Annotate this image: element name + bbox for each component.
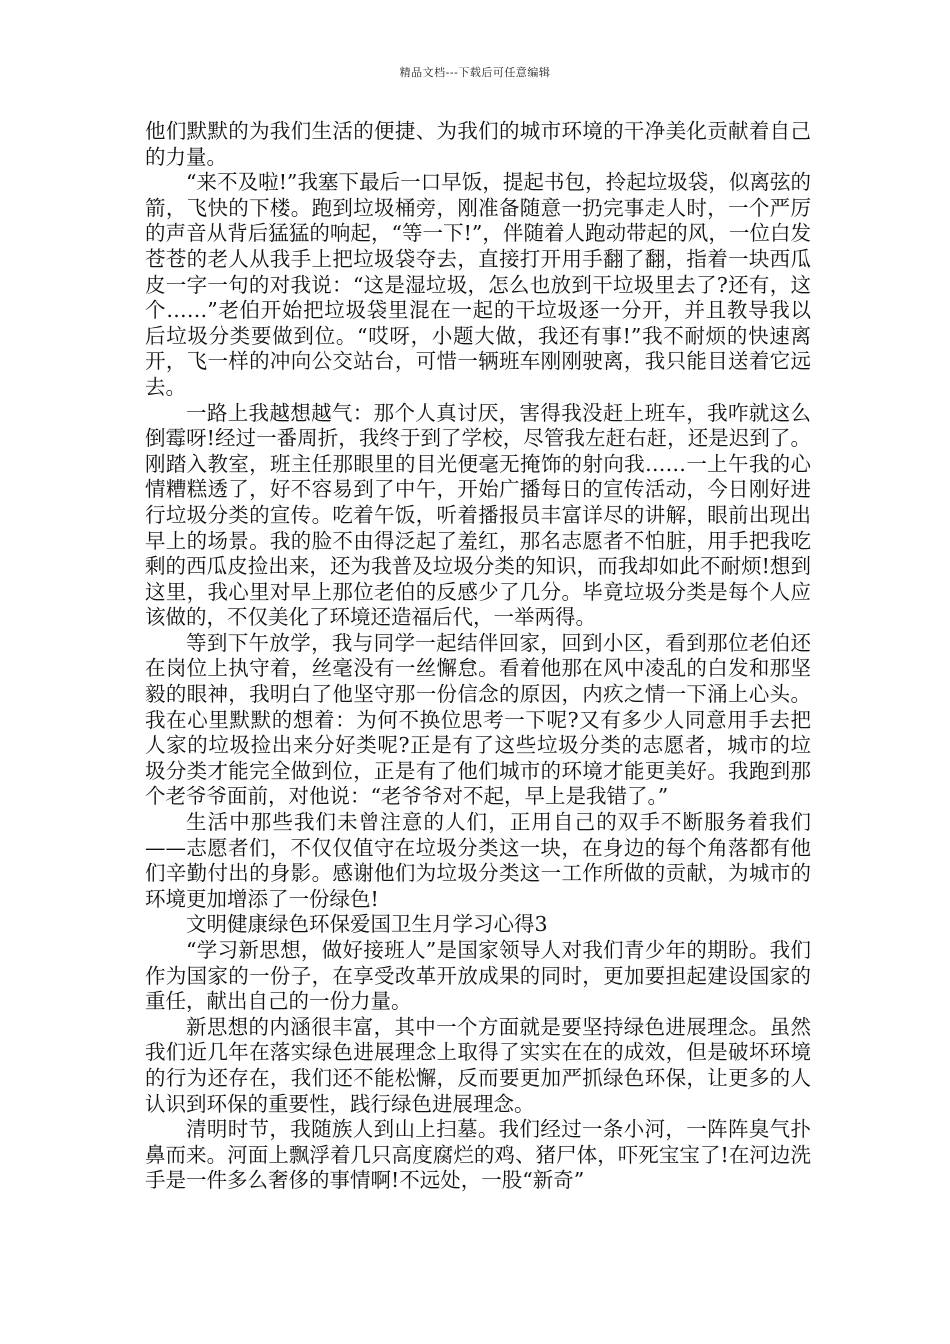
paragraph: 生活中那些我们未曾注意的人们，正用自己的双手不断服务着我们——志愿者们，不仅仅值守在垃圾分类这一块，在身边的每个角落都有他们辛勤付出的身影。感谢他们为垃圾分类这一工作所做的贡献，为城市的环境更加增添了一份绿色! bbox=[145, 810, 811, 911]
paragraph: 等到下午放学，我与同学一起结伴回家，回到小区，看到那位老伯还在岗位上执守着，丝毫没有一丝懈怠。看着他那在风中凌乱的白发和那坚毅的眼神，我明白了他坚守那一份信念的原因，内疚之情一下涌上心头。我在心里默默的想着：为何不换位思考一下呢?又有多少人同意用手去把人家的垃圾捡出来分好类呢?正是有了这些垃圾分类的志愿者，城市的垃圾分类才能完全做到位，正是有了他们城市的环境才能更美好。我跑到那个老爷爷面前，对他说：“老爷爷对不起，早上是我错了。” bbox=[145, 630, 811, 809]
paragraph: 一路上我越想越气：那个人真讨厌，害得我没赶上班车，我咋就这么倒霉呀!经过一番周折，我终于到了学校，尽管我左赶右赶，还是迟到了。刚踏入教室，班主任那眼里的目光便毫无掩饰的射向我……一上午我的心情糟糕透了，好不容易到了中午，开始广播每日的宣传活动，今日刚好进行垃圾分类的宣传。吃着午饭，听着播报员丰富详尽的讲解，眼前出现出早上的场景。我的脸不由得泛起了羞红，那名志愿者不怕脏，用手把我吃剩的西瓜皮捡出来，还为我普及垃圾分类的知识，而我却如此不耐烦!想到这里，我心里对早上那位老伯的反感少了几分。毕竟垃圾分类是每个人应该做的，不仅美化了环境还造福后代，一举两得。 bbox=[145, 400, 811, 630]
paragraph: 新思想的内涵很丰富，其中一个方面就是要坚持绿色进展理念。虽然我们近几年在落实绿色进展理念上取得了实实在在的成效，但是破坏环境的行为还存在，我们还不能松懈，反而要更加严抓绿色环保，让更多的人认识到环保的重要性，践行绿色进展理念。 bbox=[145, 1014, 811, 1116]
paragraph: 清明时节，我随族人到山上扫墓。我们经过一条小河，一阵阵臭气扑鼻而来。河面上飘浮着几只高度腐烂的鸡、猪尸体，吓死宝宝了!在河边洗手是一件多么奢侈的事情啊!不远处，一股“新奇” bbox=[145, 1117, 811, 1193]
paragraph: “来不及啦!”我塞下最后一口早饭，提起书包，拎起垃圾袋，似离弦的箭，飞快的下楼。跑到垃圾桶旁，刚准备随意一扔完事走人时，一个严厉的声音从背后猛猛的响起，“等一下!”，伴随着人跑动带起的风，一位白发苍苍的老人从我手上把垃圾袋夺去，直接打开用手翻了翻，指着一块西瓜皮一字一句的对我说：“这是湿垃圾，怎么也放到干垃圾里去了?还有，这个……”老伯开始把垃圾袋里混在一起的干垃圾逐一分开，并且教导我以后垃圾分类要做到位。“哎呀，小题大做，我还有事!”我不耐烦的快速离开，飞一样的冲向公交站台，可惜一辆班车刚刚驶离，我只能目送着它远去。 bbox=[145, 170, 811, 399]
paragraph-continuation: 他们默默的为我们生活的便捷、为我们的城市环境的干净美化贡献着自己的力量。 bbox=[145, 119, 811, 169]
section-title: 文明健康绿色环保爱国卫生月学习心得3 bbox=[186, 912, 548, 937]
document-body bbox=[145, 119, 811, 1194]
paragraph: “学习新思想，做好接班人”是国家领导人对我们青少年的期盼。我们作为国家的一份子，在享受改革开放成果的同时，更加要担起建设国家的重任，献出自己的一份力量。 bbox=[145, 938, 811, 1014]
page-header: 精品文档---下载后可任意编辑 bbox=[399, 66, 551, 79]
